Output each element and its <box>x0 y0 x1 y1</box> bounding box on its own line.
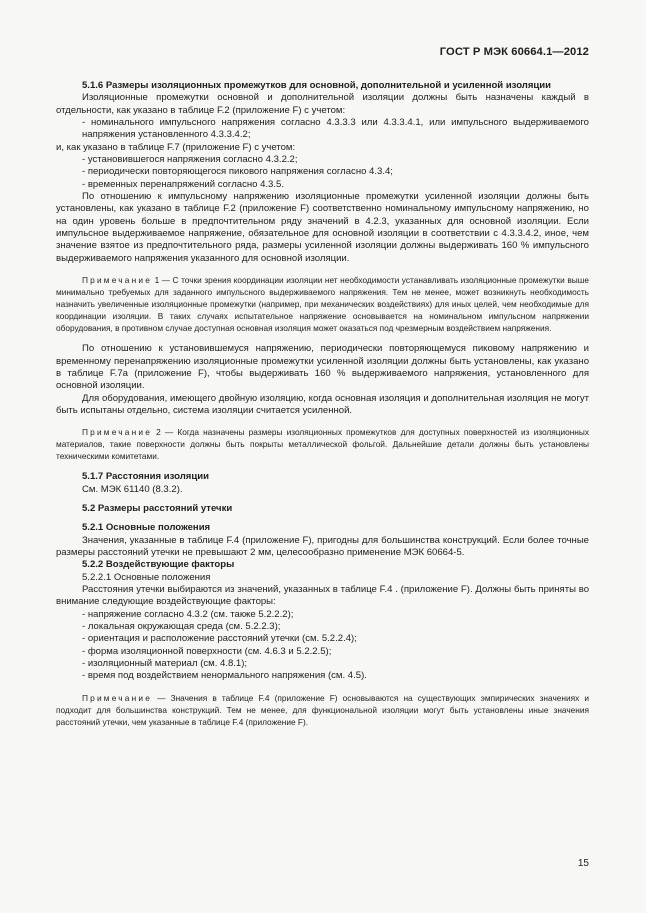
paragraph: Расстояния утечки выбираются из значений, указанных в таблице F.4 . (приложение F). Должны быть приняты во внимание следующие воздействующие факторы: <box>56 583 589 608</box>
list-item: - локальная окружающая среда (см. 5.2.2.3); <box>82 621 281 632</box>
list-item: - время под воздействием ненормального напряжения (см. 4.5). <box>82 670 367 682</box>
paragraph: См. МЭК 61140 (8.3.2). <box>82 483 183 495</box>
list-item: - ориентация и расположение расстояний утечки (см. 5.2.2.4); <box>82 633 357 645</box>
note-text: 1 — С точки зрения координации изоляции нет необходимости устанавливать изоляционные промежутки выше минимально требуемых для заданного импульсного выдерживаемого напряжения. Тем не менее, может возникнуть необходимость назначить увеличенные изоляционные промежутки (например, при механических воздействиях) для иных целей, чем необходимые для координации изоляции. В таких случаях испытательное напряжение основывается на номинальном импульсном напряжении оборудования, в противном случае доступная основная изоляция может оказаться под чрезмерным воздействием напряжения. <box>56 275 589 334</box>
paragraph: Значения, указанные в таблице F.4 (приложение F), пригодны для большинства конструкций. Если более точные размеры расстояний утечки не превышают 2 мм, целесообразно применение МЭК 60664-5. <box>56 534 589 558</box>
section-5-2-2-heading: 5.2.2 Воздействующие факторы <box>82 559 235 571</box>
note-label: Примечание <box>82 692 153 703</box>
page-number: 15 <box>577 858 589 869</box>
section-5-2-heading: 5.2 Размеры расстояний утечки <box>82 502 233 514</box>
list-item: - временных перенапряжений согласно 4.3.5. <box>82 178 284 190</box>
note-2 <box>56 426 589 462</box>
list-item: - напряжение согласно 4.3.2 (см. также 5.2.2.2); <box>82 608 294 620</box>
note-label: Примечание <box>82 275 153 286</box>
list-item: - номинального импульсного напряжения согласно 4.3.3.3 или 4.3.3.4.1, или импульсного выдерживаемого напряжения установленного 4.3.3.4.2; <box>82 117 589 141</box>
list-item: - периодически повторяющегося пикового напряжения согласно 4.3.4; <box>82 166 393 178</box>
list-item: - установившегося напряжения согласно 4.3.2.2; <box>82 154 298 166</box>
document-body <box>56 80 589 728</box>
paragraph: и, как указано в таблице F.7 (приложение F) с учетом: <box>56 141 296 153</box>
section-5-1-6-heading: 5.1.6 Размеры изоляционных промежутков для основной, дополнительной и усиленной изоляции <box>82 80 552 91</box>
note-3 <box>56 692 589 728</box>
paragraph: Для оборудования, имеющего двойную изоляцию, когда основная изоляция и дополнительная изоляция не могут быть испытаны отдельно, система изоляции считается усиленной. <box>56 392 589 416</box>
section-5-2-2-1-heading: 5.2.2.1 Основные положения <box>82 571 211 583</box>
note-text: — Значения в таблице F.4 (приложение F) основываются на существующих эмпирических значениях и подходит для большинства конструкций. Тем не менее, для функциональной изоляции могут быть установлены иные значения расстояний утечки, чем указанные в таблице F.4 (приложение F). <box>56 692 589 727</box>
note-label: Примечание <box>82 427 153 438</box>
section-5-1-7-heading: 5.1.7 Расстояния изоляции <box>82 471 209 483</box>
list-item: - форма изоляционной поверхности (см. 4.6.3 и 5.2.2.5); <box>82 645 332 657</box>
paragraph: По отношению к импульсному напряжению изоляционные промежутки усиленной изоляции должны быть установлены, как указано в таблице F.2 (приложение F) соответственно номинальному импульсному напряжению, но на один уровень больше в предпочтительном ряду значений в 4.2.3, указанных для основной изоляции. Если импульсное выдерживаемое напряжение, обязательное для основной изоляции в соответствии с 4.3.3.4.2, иное, чем значение взятое из предпочтительного ряда, размеры усиленной изоляции должны выдерживать 160 % импульсного выдерживаемого напряжения указанного для основной изоляции. <box>56 191 589 264</box>
list-item: - изоляционный материал (см. 4.8.1); <box>82 658 248 670</box>
document-header: ГОСТ Р МЭК 60664.1—2012 <box>439 46 589 58</box>
note-1 <box>56 274 589 334</box>
paragraph: По отношению к установившемуся напряжению, периодически повторяющемуся пиковому напряжению и временному перенапряжению изоляционные промежутки усиленной изоляции должны быть установлены, как указано в таблице F.7a (приложение F), чтобы выдерживать 160 % выдерживаемого напряжения, установленного для основной изоляции. <box>56 343 589 392</box>
section-5-2-1-heading: 5.2.1 Основные положения <box>82 522 211 534</box>
note-text: 2 — Когда назначены размеры изоляционных промежутков для доступных поверхностей из изоляционных материалов, такие поверхности должны быть покрыты металлической фольгой. Дальнейшие детали должны быть установлены техническими комитетами. <box>56 427 589 462</box>
paragraph: Изоляционные промежутки основной и дополнительной изоляции должны быть назначены каждый в отдельности, как указано в таблице F.2 (приложение F) с учетом: <box>56 92 589 116</box>
